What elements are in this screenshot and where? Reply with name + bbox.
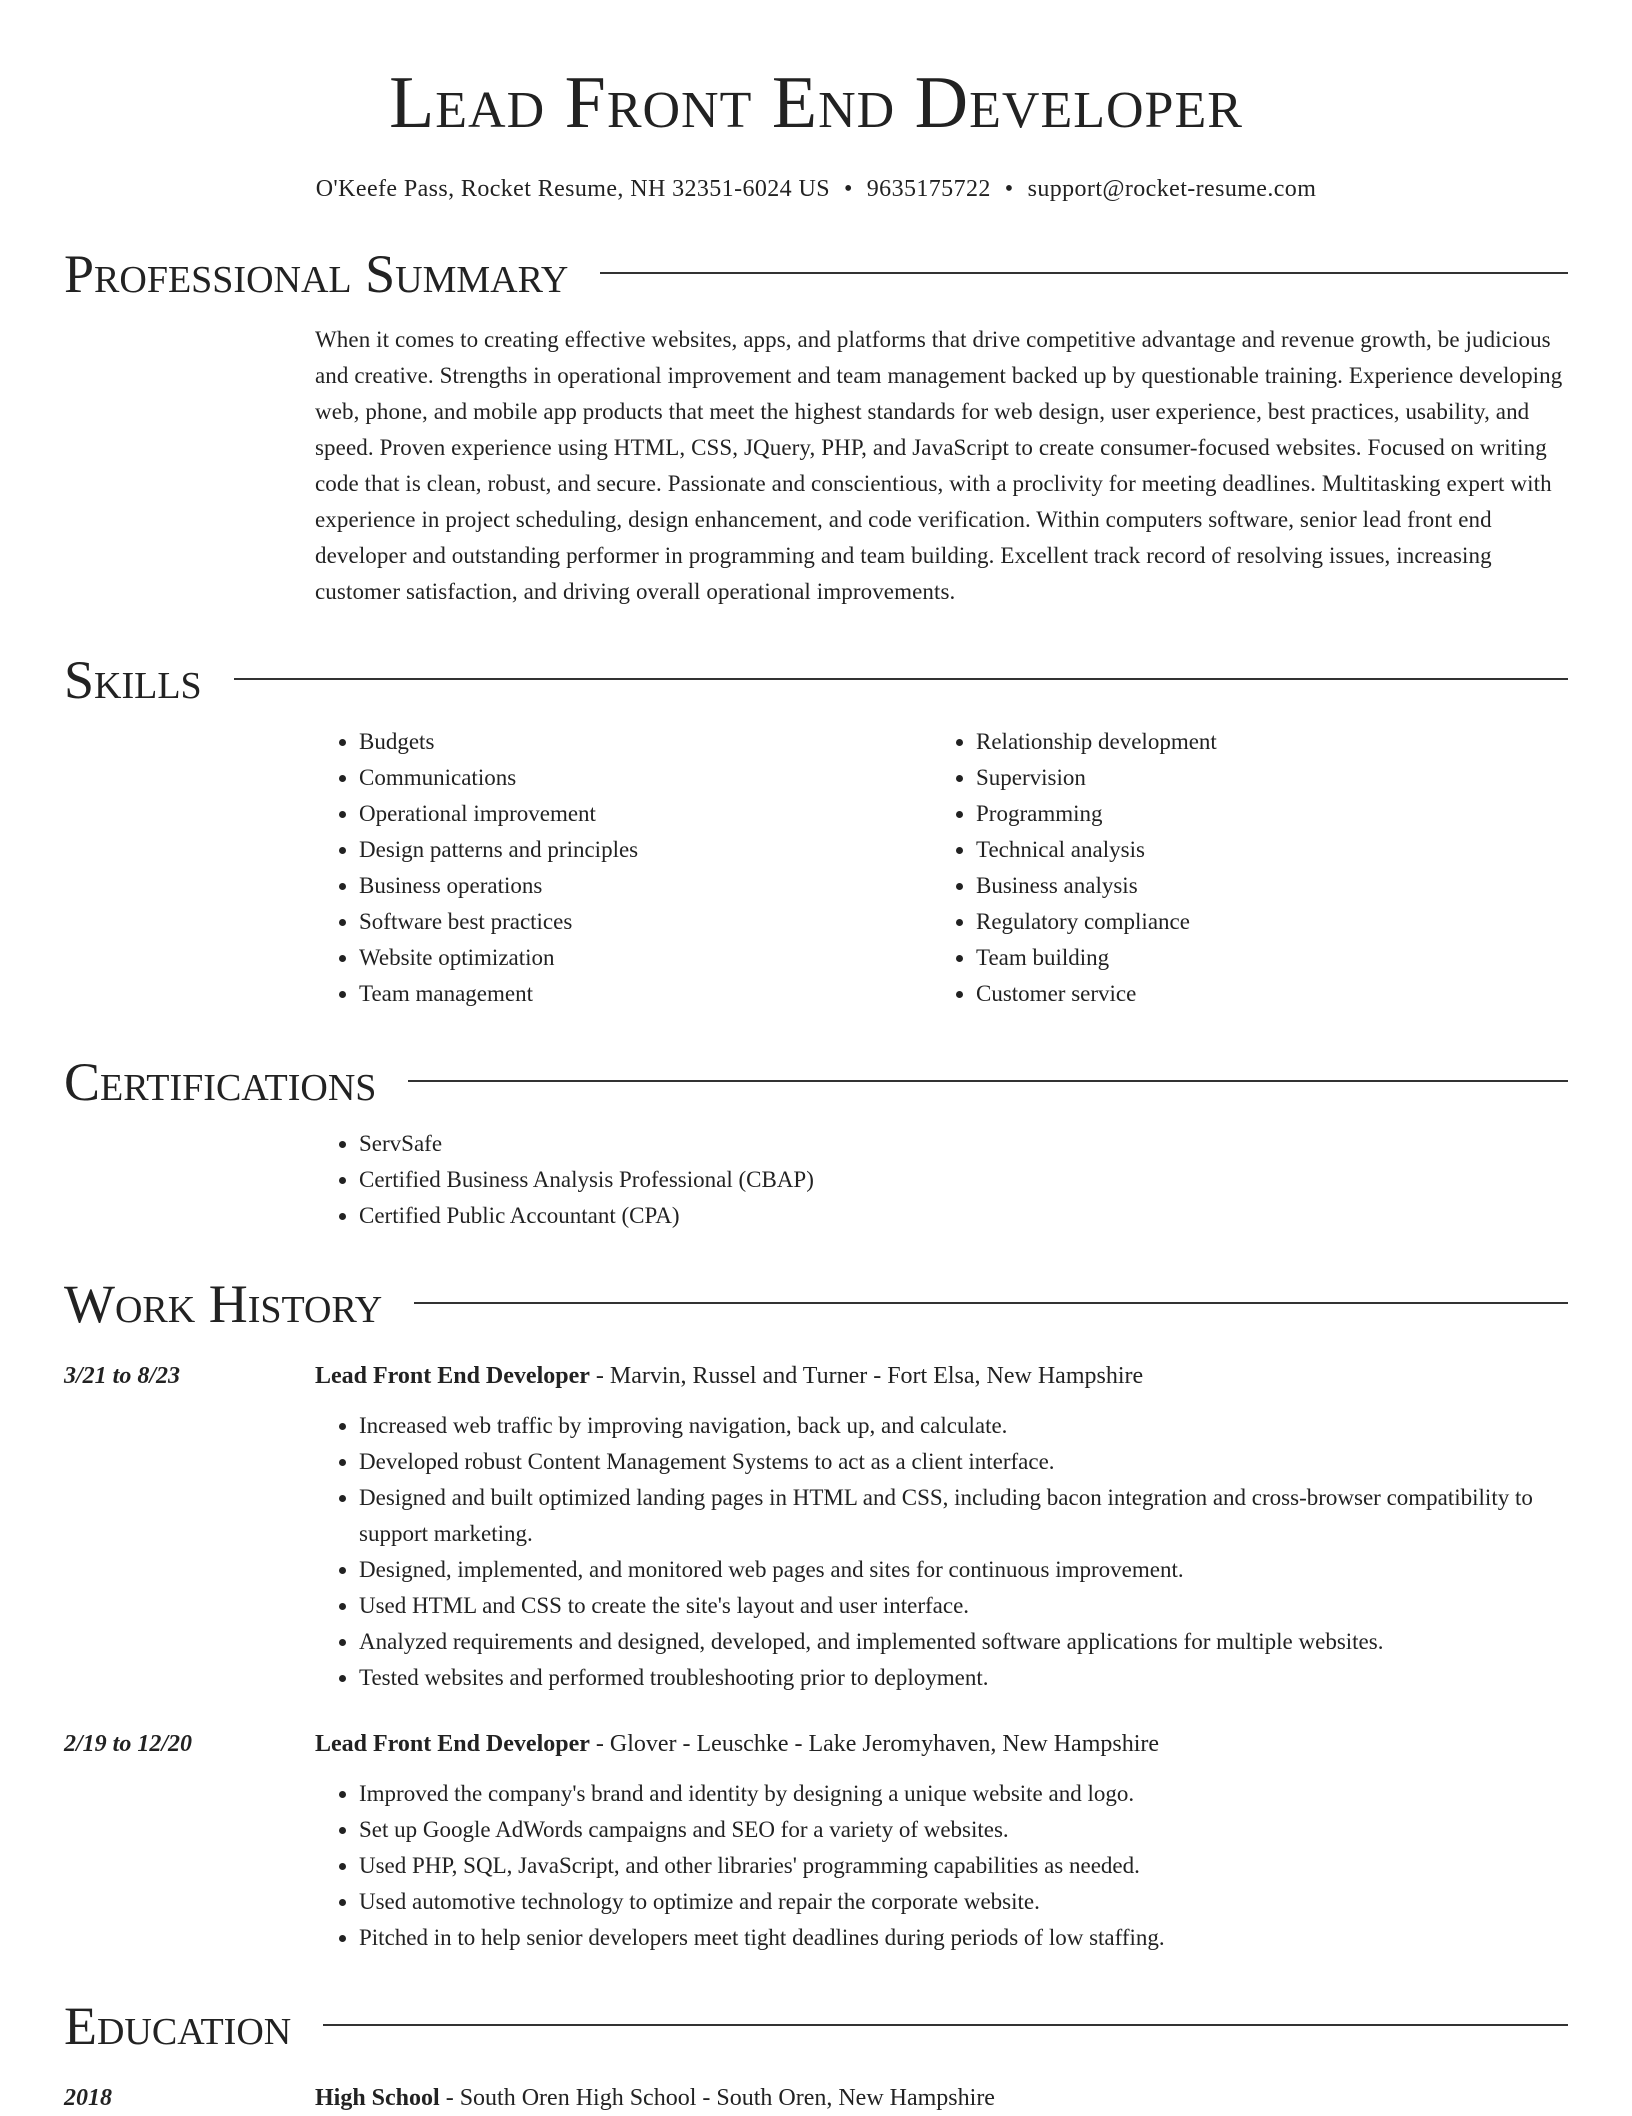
education-heading: Education — [64, 1996, 292, 2056]
contact-phone: 9635175722 — [866, 176, 991, 202]
job-title: Lead Front End Developer — [315, 1363, 590, 1389]
education-school-location: - South Oren High School - South Oren, New Hampshire — [439, 2085, 995, 2111]
skill-item: • Customer service — [976, 976, 1549, 1012]
skills-heading: Skills — [64, 650, 202, 710]
section-divider — [414, 1302, 1568, 1304]
certification-item: • ServSafe — [359, 1126, 1568, 1162]
job-dates: 2/19 to 12/20 — [64, 1731, 193, 1757]
job-heading-line — [315, 1358, 1143, 1394]
skill-item: • Team management — [359, 976, 932, 1012]
job-bullet: • Designed and built optimized landing pages in HTML and CSS, including bacon integration and cross-browser compatibility to support marketing. — [359, 1480, 1568, 1552]
certification-item: • Certified Public Accountant (CPA) — [359, 1198, 1568, 1234]
education-header — [64, 2080, 1568, 2116]
skills-column-right — [932, 724, 1549, 1012]
certifications-list — [315, 1126, 1568, 1234]
summary-heading: Professional Summary — [64, 244, 569, 304]
job-bullet: • Pitched in to help senior developers meet tight deadlines during periods of low staffing. — [359, 1920, 1568, 1956]
job-bullet: • Developed robust Content Management Systems to act as a client interface. — [359, 1444, 1568, 1480]
section-divider — [408, 1080, 1568, 1082]
job-dates: 3/21 to 8/23 — [64, 1363, 181, 1389]
skill-item: • Technical analysis — [976, 832, 1549, 868]
skills-column-left — [315, 724, 932, 1012]
skill-item: • Software best practices — [359, 904, 932, 940]
job-bullet: • Analyzed requirements and designed, developed, and implemented software applications for multiple websites. — [359, 1624, 1568, 1660]
job-bullet: • Increased web traffic by improving navigation, back up, and calculate. — [359, 1408, 1568, 1444]
job-header — [64, 1726, 1568, 1762]
certifications-heading: Certifications — [64, 1052, 377, 1112]
contact-email: support@rocket-resume.com — [1027, 176, 1317, 202]
skill-item: • Team building — [976, 940, 1549, 976]
job-bullet: • Used HTML and CSS to create the site's layout and user interface. — [359, 1588, 1568, 1624]
section-divider — [234, 678, 1568, 680]
work-history-list — [64, 1358, 1568, 1956]
education-heading-line — [315, 2080, 995, 2116]
job-bullet: • Used automotive technology to optimize and repair the corporate website. — [359, 1884, 1568, 1920]
certification-item: • Certified Business Analysis Professional (CBAP) — [359, 1162, 1568, 1198]
education-section-header — [64, 1996, 1568, 2056]
contact-separator: • — [843, 176, 853, 202]
contact-line — [64, 174, 1568, 204]
job-bullet: • Designed, implemented, and monitored web pages and sites for continuous improvement. — [359, 1552, 1568, 1588]
section-divider — [600, 272, 1568, 274]
job-employer-location: - Glover - Leuschke - Lake Jeromyhaven, New Hampshire — [589, 1731, 1160, 1757]
summary-section-header — [64, 244, 1568, 304]
job-title: Lead Front End Developer — [315, 1731, 590, 1757]
education-degree: High School — [315, 2085, 440, 2111]
job-heading-line — [315, 1726, 1159, 1762]
job-bullet: • Used PHP, SQL, JavaScript, and other libraries' programming capabilities as needed. — [359, 1848, 1568, 1884]
job-bullet: • Tested websites and performed troubleshooting prior to deployment. — [359, 1660, 1568, 1696]
job-bullet: • Set up Google AdWords campaigns and SEO for a variety of websites. — [359, 1812, 1568, 1848]
education-year: 2018 — [64, 2085, 112, 2111]
job-entry — [64, 1726, 1568, 1956]
job-bullets — [315, 1408, 1568, 1696]
contact-separator: • — [1004, 176, 1014, 202]
skill-item: • Operational improvement — [359, 796, 932, 832]
work-history-heading: Work History — [64, 1274, 383, 1334]
skills-section-header — [64, 650, 1568, 710]
work-history-section-header — [64, 1274, 1568, 1334]
education-entry — [64, 2080, 1568, 2116]
skill-item: • Supervision — [976, 760, 1549, 796]
skill-item: • Business analysis — [976, 868, 1549, 904]
summary-text: When it comes to creating effective websites, apps, and platforms that drive competitive advantage and revenue growth, be judicious and creative. Strengths in operational improvement and team management backed up by questionable training. Experience developing web, phone, and mobile app products that meet the highest standards for web design, user experience, best practices, usability, and speed. Proven experience using HTML, CSS, JQuery, PHP, and JavaScript to create consumer-focused websites. Focused on writing code that is clean, robust, and secure. Passionate and conscientious, with a proclivity for meeting deadlines. Multitasking expert with experience in project scheduling, design enhancement, and code verification. Within computers software, senior lead front end developer and outstanding performer in programming and team building. Excellent track record of resolving issues, increasing customer satisfaction, and driving overall operational improvements. — [315, 327, 1563, 604]
section-divider — [323, 2024, 1568, 2026]
certifications-section-header — [64, 1052, 1568, 1112]
job-bullet: • Improved the company's brand and identity by designing a unique website and logo. — [359, 1776, 1568, 1812]
job-employer-location: - Marvin, Russel and Turner - Fort Elsa, New Hampshire — [589, 1363, 1144, 1389]
skill-item: • Regulatory compliance — [976, 904, 1549, 940]
skill-item: • Communications — [359, 760, 932, 796]
skill-item: • Website optimization — [359, 940, 932, 976]
skill-item: • Business operations — [359, 868, 932, 904]
skill-item: • Design patterns and principles — [359, 832, 932, 868]
job-bullets — [315, 1776, 1568, 1956]
resume-name-title: Lead Front End Developer — [389, 62, 1243, 144]
skill-item: • Budgets — [359, 724, 932, 760]
job-header — [64, 1358, 1568, 1394]
contact-address: O'Keefe Pass, Rocket Resume, NH 32351-6024 US — [315, 176, 830, 202]
skill-item: • Programming — [976, 796, 1549, 832]
resume-page — [64, 0, 1568, 2116]
job-entry — [64, 1358, 1568, 1696]
skill-item: • Relationship development — [976, 724, 1549, 760]
skills-list — [315, 724, 1568, 1012]
